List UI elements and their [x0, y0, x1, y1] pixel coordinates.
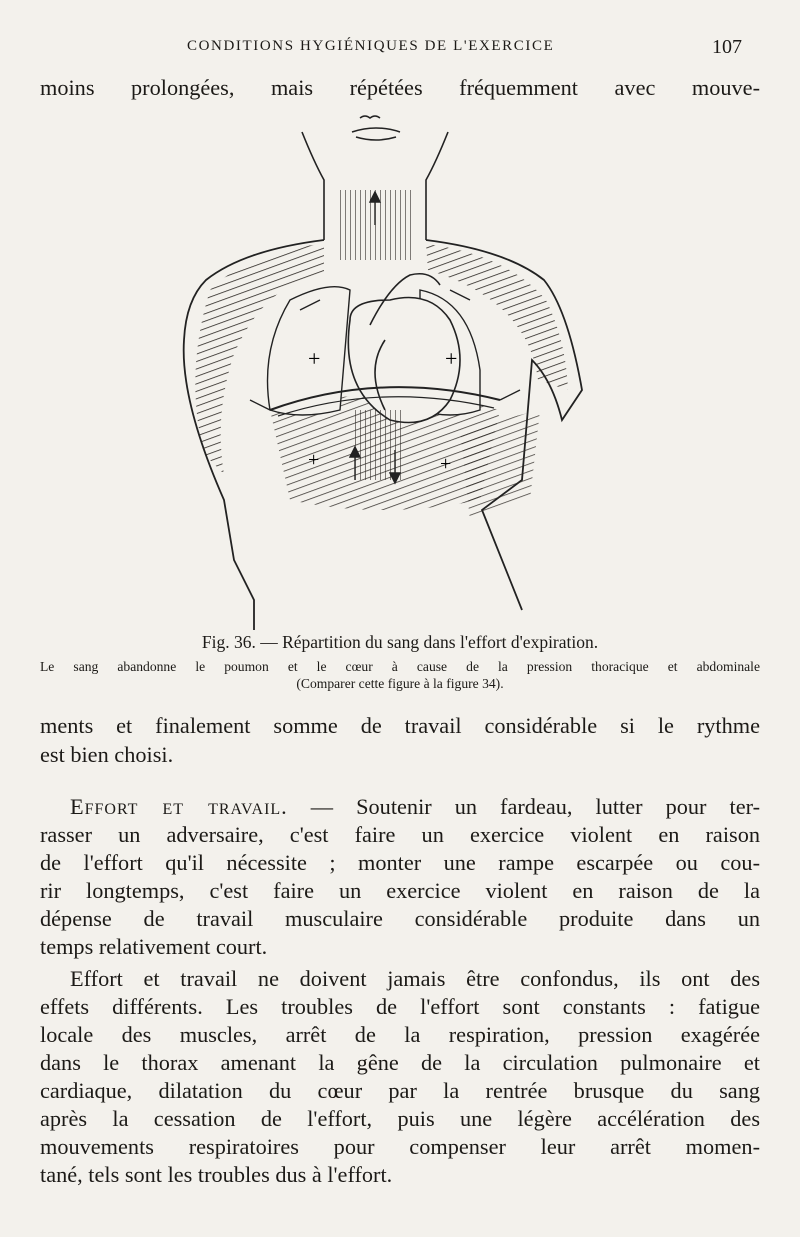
thorax-illustration — [170, 110, 610, 630]
text-line: cardiaque, dilatation du cœur par la rentrée brusque du sang — [40, 1078, 760, 1103]
figure-title: Fig. 36. — Répartition du sang dans l'effort d'expiration. — [201, 632, 599, 652]
text-line: rasser un adversaire, c'est faire un exercice violent en raison — [40, 822, 760, 847]
text-line: de l'effort qu'il nécessite ; monter une rampe escarpée ou cou- — [40, 850, 760, 875]
text-line: Effort et travail ne doivent jamais être confondus, ils ont des — [70, 966, 760, 991]
paragraph-first-line — [70, 793, 760, 820]
text-line: est bien choisi. — [40, 742, 174, 767]
plus-sign-right-lung: + — [445, 346, 458, 371]
text-line: tané, tels sont les troubles dus à l'effort. — [40, 1162, 393, 1187]
section-heading: Effort et travail. — [70, 794, 288, 819]
text-line: après la cessation de l'effort, puis une légère accélération des — [40, 1106, 760, 1131]
text-line: dépense de travail musculaire considérable produite dans un — [40, 906, 760, 931]
running-title: CONDITIONS HYGIÉNIQUES DE L'EXERCICE — [187, 38, 555, 54]
text-line-top: moins prolongées, mais répétées fréquemment avec mouve- — [40, 75, 760, 100]
page-number: 107 — [712, 36, 742, 58]
plus-sign-left-lung: + — [308, 346, 321, 371]
figure-caption-line-2: (Comparer cette figure à la figure 34). — [296, 676, 504, 691]
running-head — [40, 36, 742, 60]
text-line: mouvements respiratoires pour compenser leur arrêt momen- — [40, 1134, 760, 1159]
plus-sign-abdomen-left: + — [308, 449, 320, 471]
text-line: locale des muscles, arrêt de la respiration, pression exagérée — [40, 1022, 760, 1047]
text-line: rir longtemps, c'est faire un exercice violent en raison de la — [40, 878, 760, 903]
plus-sign-abdomen-right: + — [440, 453, 452, 475]
text-line: temps relativement court. — [40, 934, 268, 959]
text-line: ments et finalement somme de travail considérable si le rythme — [40, 713, 760, 738]
aorta-vessels — [355, 410, 405, 480]
figure-caption-line-1: Le sang abandonne le poumon et le cœur à cause de la pression thoracique et abdominale — [40, 659, 760, 674]
text-line: effets différents. Les troubles de l'effort sont constants : fatigue — [40, 994, 760, 1019]
face-lips — [352, 116, 400, 140]
text-line: dans le thorax amenant la gêne de la circulation pulmonaire et — [40, 1050, 760, 1075]
text-run: — Soutenir un fardeau, lutter pour ter- — [287, 794, 761, 819]
